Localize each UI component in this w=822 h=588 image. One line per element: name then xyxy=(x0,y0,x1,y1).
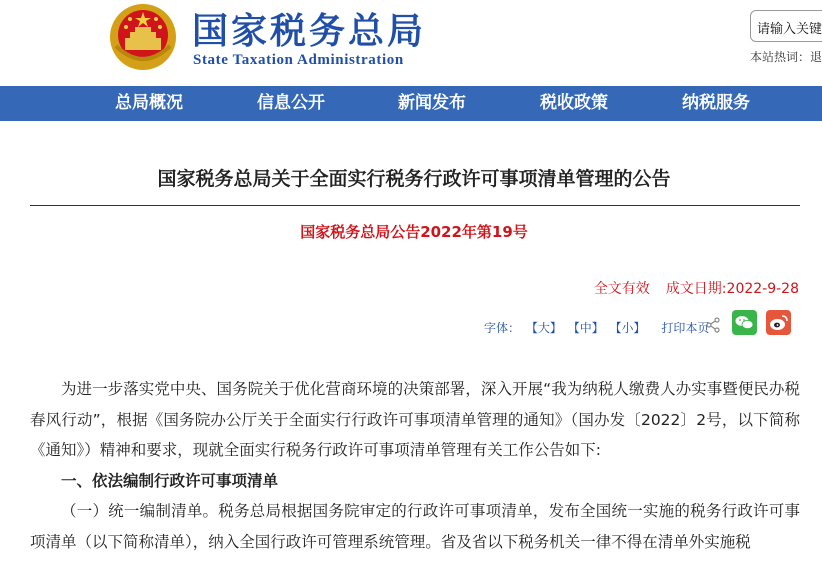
hotwords xyxy=(750,48,822,65)
font-size-label: 字体： xyxy=(484,321,521,335)
wechat-icon[interactable] xyxy=(732,310,757,335)
nav-item-info-disclosure[interactable]: 信息公开 xyxy=(257,93,325,113)
date-value: 2022-9-28 xyxy=(726,281,799,297)
font-small-button[interactable]: 【小】 xyxy=(609,321,646,335)
site-title-en[interactable]: State Taxation Administration xyxy=(193,52,404,68)
search-input[interactable]: 请输入关键 xyxy=(750,10,822,42)
share-icon[interactable] xyxy=(705,317,721,333)
site-title-cn[interactable]: 国家税务总局 xyxy=(192,11,427,52)
document-number: 国家税务总局公告2022年第19号 xyxy=(300,223,528,241)
print-button[interactable]: 打印本页 xyxy=(661,321,710,335)
section-heading: 一、依法编制行政许可事项清单 xyxy=(61,471,279,490)
hotwords-label: 本站热词： xyxy=(750,50,811,64)
main-nav xyxy=(0,86,822,121)
title-divider xyxy=(30,205,800,206)
site-header xyxy=(0,0,822,86)
weibo-icon[interactable] xyxy=(766,310,791,335)
font-medium-button[interactable]: 【中】 xyxy=(567,321,604,335)
date-label: 成文日期: xyxy=(665,281,727,297)
article-meta xyxy=(594,278,799,298)
hotword-link[interactable]: 退 xyxy=(810,50,822,64)
article-tools xyxy=(484,319,711,336)
nav-item-news[interactable]: 新闻发布 xyxy=(398,93,466,113)
national-emblem-icon[interactable] xyxy=(108,2,178,72)
font-large-button[interactable]: 【大】 xyxy=(525,321,562,335)
body-paragraph: （一）统一编制清单。税务总局根据国务院审定的行政许可事项清单，发布全国统一实施的税务行政许可事项清单（以下简称清单），纳入全国行政许可管理系统管理。省及省以下税务机关一律不得在清单外实施税 xyxy=(30,502,800,551)
article-body xyxy=(30,374,800,557)
nav-item-taxpayer-service[interactable]: 纳税服务 xyxy=(682,93,750,113)
validity-status: 全文有效 xyxy=(593,281,650,297)
nav-item-tax-policy[interactable]: 税收政策 xyxy=(540,93,608,113)
article-title: 国家税务总局关于全面实行税务行政许可事项清单管理的公告 xyxy=(157,168,671,190)
body-paragraph: 为进一步落实党中央、国务院关于优化营商环境的决策部署，深入开展“我为纳税人缴费人办实事暨便民办税春风行动”，根据《国务院办公厅关于全面实行行政许可事项清单管理的通知》（国办发〔2022〕2号，以下简称《通知》）精神和要求，现就全面实行税务行政许可事项清单管理有关工作公告如下: xyxy=(30,380,800,459)
nav-item-overview[interactable]: 总局概况 xyxy=(115,93,183,113)
